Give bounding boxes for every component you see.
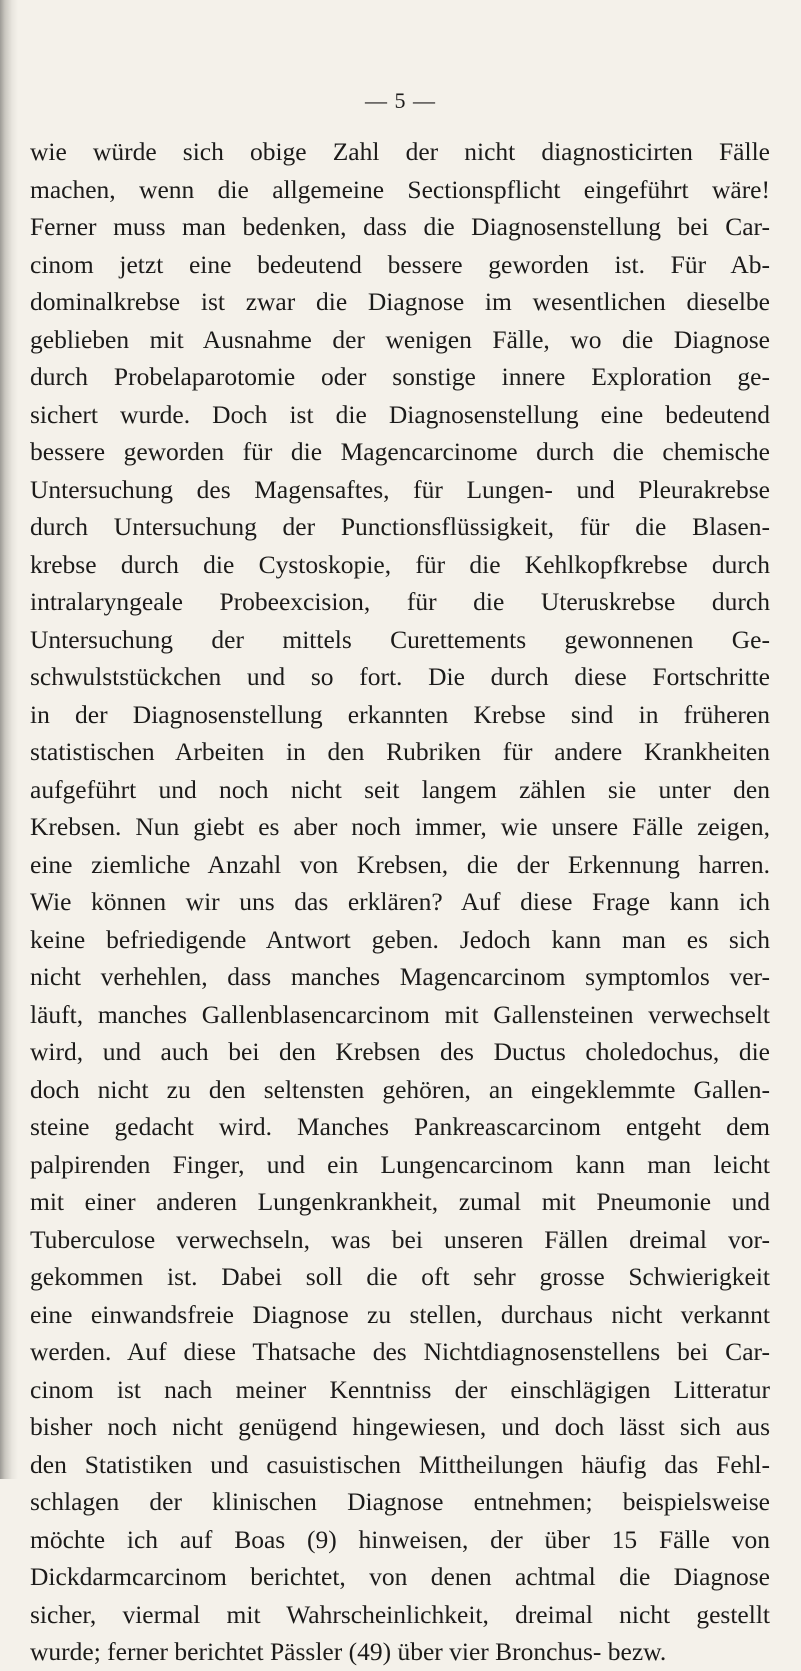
text-line: aufgeführt und noch nicht seit langem zählen sie unter den <box>30 774 770 804</box>
text-line: doch nicht zu den seltensten gehören, an eingeklemmte Gallen- <box>30 1074 770 1104</box>
text-line: sicher, viermal mit Wahrscheinlichkeit, dreimal nicht gestellt <box>30 1599 770 1629</box>
text-line: Wie können wir uns das erklären? Auf diese Frage kann ich <box>30 887 770 916</box>
text-line: nicht verhehlen, dass manches Magencarcinom symptomlos ver- <box>30 962 770 991</box>
text-line: steine gedacht wird. Manches Pankreascarcinom entgeht dem <box>30 1112 770 1141</box>
text-line: Untersuchung des Magensaftes, für Lungen- und Pleurakrebse <box>30 474 770 504</box>
text-line: Tuberculose verwechseln, was bei unseren Fällen dreimal vor- <box>30 1224 770 1254</box>
text-line: eine ziemliche Anzahl von Krebsen, die der Erkennung harren. <box>30 849 770 879</box>
text-line: eine einwandsfreie Diagnose zu stellen, durchaus nicht verkannt <box>30 1299 770 1329</box>
text-line: cinom ist nach meiner Kenntniss der einschlägigen Litteratur <box>30 1374 770 1404</box>
text-line: mit einer anderen Lungenkrankheit, zumal mit Pneumonie und <box>30 1187 770 1216</box>
text-line: möchte ich auf Boas (9) hinweisen, der über 15 Fälle von <box>30 1524 770 1554</box>
text-line: palpirenden Finger, und ein Lungencarcinom kann man leicht <box>30 1149 770 1179</box>
text-line: keine befriedigende Antwort geben. Jedoch kann man es sich <box>30 924 770 954</box>
text-line: cinom jetzt eine bedeutend bessere geworden ist. Für Ab- <box>30 249 770 279</box>
text-line: schlagen der klinischen Diagnose entnehmen; beispielsweise <box>30 1487 770 1516</box>
text-line: wird, und auch bei den Krebsen des Ductus choledochus, die <box>30 1037 770 1066</box>
text-line: bessere geworden für die Magencarcinome durch die chemische <box>30 437 770 466</box>
text-line: wie würde sich obige Zahl der nicht diagnosticirten Fälle <box>30 137 770 166</box>
text-line: in der Diagnosenstellung erkannten Krebse sind in früheren <box>30 699 770 729</box>
text-line: bisher noch nicht genügend hingewiesen, und doch lässt sich aus <box>30 1412 770 1441</box>
text-line: wurde; ferner berichtet Pässler (49) über vier Bronchus- bezw. <box>30 1637 667 1666</box>
text-line: sichert wurde. Doch ist die Diagnosenstellung eine bedeutend <box>30 399 770 429</box>
text-line: intralaryngeale Probeexcision, für die Uteruskrebse durch <box>30 587 770 616</box>
text-line: Untersuchung der mittels Curettements gewonnenen Ge- <box>30 624 770 654</box>
text-line: werden. Auf diese Thatsache des Nichtdiagnosenstellens bei Car- <box>30 1337 770 1366</box>
text-line: dominalkrebse ist zwar die Diagnose im wesentlichen dieselbe <box>30 287 770 316</box>
text-line: durch Untersuchung der Punctionsflüssigkeit, für die Blasen- <box>30 512 770 541</box>
page-number: — 5 — <box>365 88 436 113</box>
page-gutter-shadow <box>0 0 18 1479</box>
text-line: krebse durch die Cystoskopie, für die Kehlkopfkrebse durch <box>30 549 770 579</box>
text-line: schwulststückchen und so fort. Die durch diese Fortschritte <box>30 662 770 691</box>
text-line: durch Probelaparotomie oder sonstige innere Exploration ge- <box>30 362 770 391</box>
text-line: statistischen Arbeiten in den Rubriken für andere Krankheiten <box>30 737 770 766</box>
body-text <box>30 133 770 1671</box>
text-line: Ferner muss man bedenken, dass die Diagnosenstellung bei Car- <box>30 212 770 241</box>
text-line: Dickdarmcarcinom berichtet, von denen achtmal die Diagnose <box>30 1562 770 1591</box>
text-line: Krebsen. Nun giebt es aber noch immer, wie unsere Fälle zeigen, <box>30 812 770 841</box>
text-line: gekommen ist. Dabei soll die oft sehr grosse Schwierigkeit <box>30 1262 770 1291</box>
text-line: den Statistiken und casuistischen Mittheilungen häufig das Fehl- <box>30 1449 770 1479</box>
text-line: geblieben mit Ausnahme der wenigen Fälle, wo die Diagnose <box>30 324 770 354</box>
text-line: machen, wenn die allgemeine Sectionspflicht eingeführt wäre! <box>30 174 770 204</box>
text-line: läuft, manches Gallenblasencarcinom mit Gallensteinen verwechselt <box>30 999 770 1029</box>
